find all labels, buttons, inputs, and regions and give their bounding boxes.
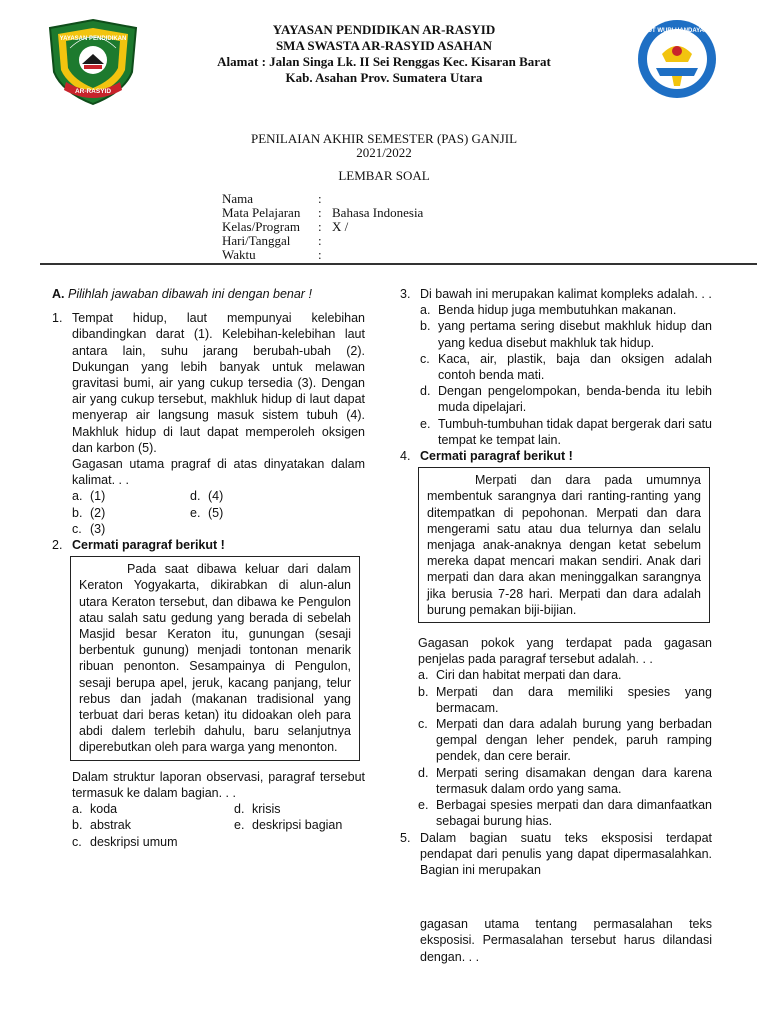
right-column xyxy=(400,286,712,965)
option-a[interactable]: a. Benda hidup juga membutuhkan makanan. xyxy=(420,303,677,318)
question-2-heading: Cermati paragraf berikut ! xyxy=(72,538,225,553)
logo-right-text: TUT WURI HANDAYANI xyxy=(644,28,710,34)
option-b[interactable]: b. Merpati dan dara memiliki spesies yang bermacam. xyxy=(418,684,712,715)
question-4-prompt: Gagasan pokok yang terdapat pada gagasan penjelas pada paragraf tersebut adalah. . . xyxy=(418,636,712,667)
question-5: 5. Dalam bagian suatu teks eksposisi terdapat pendapat dari penulis yang dapat dipermasalahkan. Bagian ini merupakan gagasan utama tentang permasalahan teks eksposisi. Permasalahan tersebut harus dilandasi dengan. . . xyxy=(400,830,712,964)
option-b[interactable]: b. (2) xyxy=(72,505,106,520)
option-d[interactable]: d. Dengan pengelompokan, benda-benda itu lebih muda dipelajari. xyxy=(420,384,712,415)
school-address: Alamat : Jalan Singa Lk. II Sei Renggas Kec. Kisaran Barat xyxy=(217,54,551,69)
question-5-continuation: gagasan utama tentang permasalahan teks eksposisi. Permasalahan tersebut harus dilandasi dengan. . . xyxy=(420,917,712,964)
option-c[interactable]: c. deskripsi umum xyxy=(72,834,178,849)
question-3: 3. Di bawah ini merupakan kalimat kompleks adalah. . . a. Benda hidup juga membutuhkan makanan. b. yang pertama sering disebut makhluk hidup dan yang kedua disebut makhluk tak hidup. c. Kaca, air, plastik, baja dan oksigen adalah contoh benda mati. d. Dengan pengelompokan, benda-benda itu lebih muda dipelajari. e. Tumbuh-tumbuhan tidak dapat bergerak dari satu tempat ke tempat lain. xyxy=(400,287,713,447)
option-d[interactable]: d. Merpati sering disamakan dengan dara karena termasuk dalam ordo yang sama. xyxy=(418,765,712,796)
identity-row-date: Hari/Tanggal : xyxy=(222,233,322,248)
school-name: SMA SWASTA AR-RASYID ASAHAN xyxy=(275,38,493,53)
question-4-passage: Merpati dan dara pada umumnya membentuk sarangnya dari ranting-ranting yang ditempatkan di pepohonan. Merpati dan dara mengerami satu atau dua telurnya dan selalu menjaga anak-anaknya dengan ketat sebelum mereka dapat mencari makan sendiri. Anak dari merpati dan dara akan meninggalkan sarangnya jika berusia 7-28 hari. Merpati dan dara adalah burung pemakan biji-bijian. xyxy=(427,473,701,617)
option-c[interactable]: c. Kaca, air, plastik, baja dan oksigen adalah contoh benda mati. xyxy=(420,351,712,383)
option-a[interactable]: a. (1) xyxy=(72,489,106,504)
identity-row-class: Kelas/Program : X / xyxy=(222,219,349,234)
question-2-passage-box xyxy=(70,556,360,760)
question-1-text: Tempat hidup, laut mempunyai kelebihan dibandingkan darat (1). Kelebihan-kelebihan laut antara lain, suhu jarang berubah-ubah (2). Dukungan yang lebih banyak untuk melawan gravitasi bumi, air yang cukup tersedia (3). Dengan air yang cukup tersebut, makhluk hidup di laut dapat menyerap air langsung masuk sistem tubuh (4). Makhluk hidup di laut dapat memperoleh oksigen dan karbon (5). xyxy=(72,311,365,455)
header-divider xyxy=(40,263,757,265)
question-1-options xyxy=(72,488,365,537)
option-e[interactable]: e. (5) xyxy=(190,505,224,520)
option-d[interactable]: d. krisis xyxy=(234,802,281,817)
option-d[interactable]: d. (4) xyxy=(190,489,224,504)
identity-row-time: Waktu : xyxy=(222,247,322,262)
question-1: 1. Tempat hidup, laut mempunyai kelebihan dibandingkan darat (1). Kelebihan-kelebihan laut antara lain, suhu jarang berubah-ubah (2). Dukungan yang lebih banyak untuk melawan gravitasi bumi, air yang cukup tersedia (3). Dengan air yang cukup tersebut, makhluk hidup di laut dapat menyerap air langsung masuk sistem tubuh (4). Makhluk hidup di laut dapat memperoleh oksigen dan karbon (5). Gagasan utama pragraf di atas dinyatakan dalam kalimat. . . a. (1) b. (2) c. (3) d. (4) e. (5) xyxy=(52,311,365,536)
question-4: 4. Cermati paragraf berikut ! xyxy=(400,448,712,464)
option-e[interactable]: e. Tumbuh-tumbuhan tidak dapat bergerak dari satu tempat ke tempat lain. xyxy=(420,416,713,447)
option-a[interactable]: a. Ciri dan habitat merpati dan dara. xyxy=(418,668,622,683)
option-c[interactable]: c. Merpati dan dara adalah burung yang berbadan gempal dengan leher pendek, paruh ramping pendek, dan cere berair. xyxy=(418,717,712,764)
logo-text-top: YAYASAN PENDIDIKAN xyxy=(59,36,127,42)
option-e[interactable]: e. deskripsi bagian xyxy=(234,818,343,833)
foundation-name: YAYASAN PENDIDIKAN AR-RASYID xyxy=(272,22,496,37)
logo-text-bottom: AR-RASYID xyxy=(74,88,112,95)
question-4-passage-box xyxy=(418,467,710,623)
identity-row-subject: Mata Pelajaran : Bahasa Indonesia xyxy=(222,205,424,220)
option-b[interactable]: b. abstrak xyxy=(72,818,131,833)
question-4-heading: Cermati paragraf berikut ! xyxy=(420,449,573,464)
school-region: Kab. Asahan Prov. Sumatera Utara xyxy=(285,70,483,85)
sheet-title: LEMBAR SOAL xyxy=(338,168,430,183)
question-2-options xyxy=(72,801,365,850)
question-2: 2. Cermati paragraf berikut ! xyxy=(52,537,365,553)
exam-title: PENILAIAN AKHIR SEMESTER (PAS) GANJIL xyxy=(250,131,518,146)
left-column xyxy=(52,286,365,850)
question-5-text: Dalam bagian suatu teks eksposisi terdapat pendapat dari penulis yang dapat dipermasalahkan. Bagian ini merupakan xyxy=(420,830,712,877)
question-2-prompt: Dalam struktur laporan observasi, paragraf tersebut termasuk ke dalam bagian. . . xyxy=(72,769,365,800)
option-b[interactable]: b. yang pertama sering disebut makhluk hidup dan yang kedua disebut makhluk tak hidup. xyxy=(420,319,712,350)
option-e[interactable]: e. Berbagai spesies merpati dan dara dimanfaatkan sebagai burung hias. xyxy=(418,798,712,829)
option-a[interactable]: a. koda xyxy=(72,802,118,817)
exam-year: 2021/2022 xyxy=(356,145,412,160)
question-1-prompt: Gagasan utama pragraf di atas dinyatakan dalam kalimat. . . xyxy=(72,457,365,488)
option-c[interactable]: c. (3) xyxy=(72,521,106,536)
question-3-prompt: Di bawah ini merupakan kalimat kompleks adalah. . . xyxy=(420,287,712,301)
identity-row-name: Nama : xyxy=(222,191,322,206)
section-instruction: A. Pilihlah jawaban dibawah ini dengan benar ! xyxy=(52,287,312,301)
question-2-passage: Pada saat dibawa keluar dari dalam Keraton Yogyakarta, dikirabkan di alun-alun utara Keraton tersebut, dan dibawa ke Pengulon atau salah satu gedung yang berada di sebelah Masjid besar Keraton itu, gunungan (sesaji berbentuk gunung) menjadi tontonan menarik ribuan penonton. Sesampainya di Pengulon, sesaji berupa apel, jeruk, kacang panjang, telur rebus dan jadah (makanan tradisional yang terbuat dari beras ketan) itu didoakan oleh para abdi dalem terlebih dahulu, baru selanjutnya diperebutkan oleh para warga yang menonton. xyxy=(79,562,351,755)
